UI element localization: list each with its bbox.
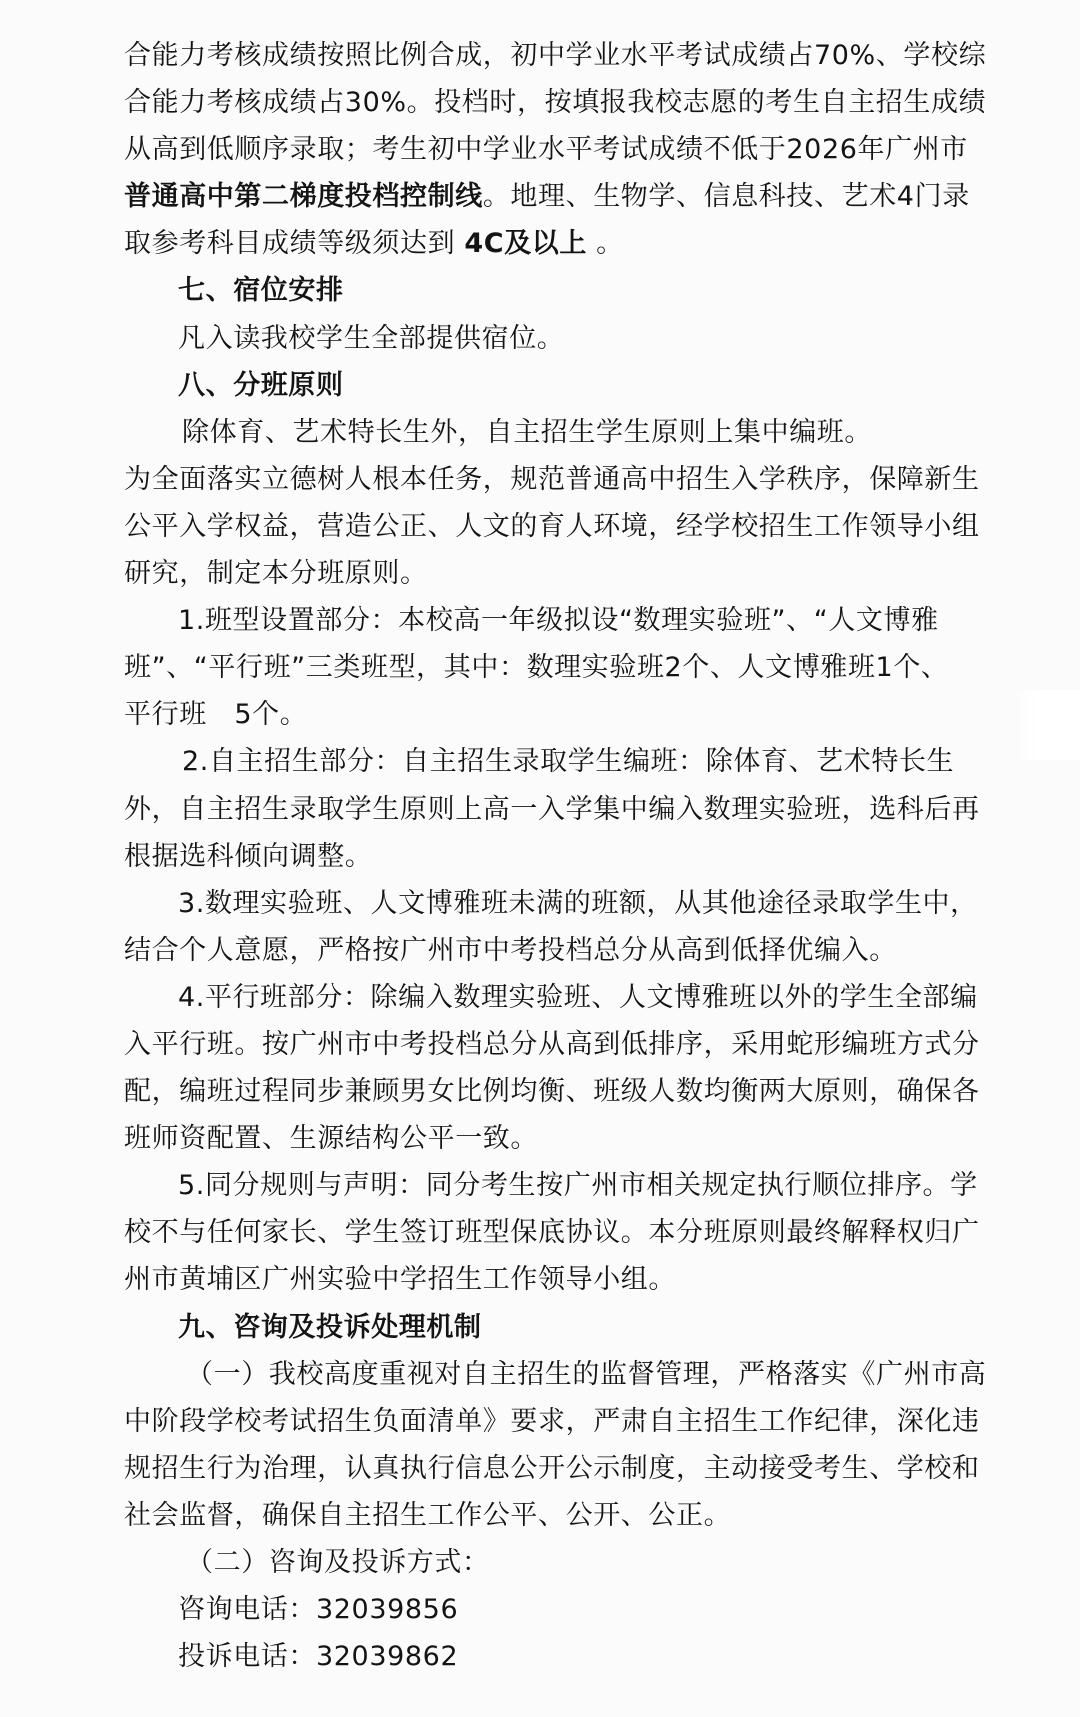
item-2-line-1: 2.自主招生部分：自主招生录取学生编班：除体育、艺术特长生 [182, 746, 955, 778]
intro-line-2: 合能力考核成绩占30%。投档时，按填报我校志愿的考生自主招生成绩 [124, 87, 987, 119]
item-2-line-3: 根据选科倾向调整。 [124, 840, 373, 872]
intro-line-3: 从高到低顺序录取；考生初中学业水平考试成绩不低于2026年广州市 [124, 134, 968, 166]
section-9-p1-line-4: 社会监督，确保自主招生工作公平、公开、公正。 [124, 1499, 732, 1531]
item-4-line-1: 4.平行班部分：除编入数理实验班、人文博雅班以外的学生全部编 [178, 981, 978, 1013]
item-3-line-2: 结合个人意愿，严格按广州市中考投档总分从高到低择优编入。 [124, 934, 897, 966]
item-1-line-1: 1.班型设置部分：本校高一年级拟设“数理实验班”、“人文博雅 [178, 605, 939, 637]
section-8-heading: 八、分班原则 [178, 369, 344, 401]
item-4-line-2: 入平行班。按广州市中考投档总分从高到低排序，采用蛇形编班方式分 [124, 1028, 980, 1060]
complaint-phone-number: 32039862 [316, 1641, 459, 1673]
item-1-line-3: 平行班 5个。 [124, 699, 308, 731]
item-1-line-2: 班”、“平行班”三类班型，其中：数理实验班2个、人文博雅班1个、 [124, 652, 949, 684]
item-4-line-4: 班师资配置、生源结构公平一致。 [124, 1123, 538, 1155]
section-8-intro-1: 除体育、艺术特长生外，自主招生学生原则上集中编班。 [182, 416, 872, 448]
intro-line-5 [124, 220, 944, 267]
scan-edge-glare [1010, 690, 1080, 760]
section-9-heading: 九、咨询及投诉处理机制 [178, 1311, 482, 1343]
section-7-heading: 七、宿位安排 [178, 275, 344, 307]
section-8-intro-2: 为全面落实立德树人根本任务，规范普通高中招生入学秩序，保障新生 [124, 463, 980, 495]
intro-line-1: 合能力考核成绩按照比例合成，初中学业水平考试成绩占70%、学校综 [124, 40, 987, 71]
section-8-intro-3: 公平入学权益，营造公正、人文的育人环境，经学校招生工作领导小组 [124, 510, 980, 542]
intro-line-5-b: 。 [587, 228, 624, 260]
consult-phone-number: 32039856 [316, 1594, 459, 1626]
consult-phone-label: 咨询电话： [178, 1594, 316, 1626]
item-5-line-1: 5.同分规则与声明：同分考生按广州市相关规定执行顺位排序。学 [178, 1170, 978, 1202]
complaint-phone-line [124, 1633, 944, 1680]
section-9-p1-line-2: 中阶段学校考试招生负面清单》要求，严肃自主招生工作纪律，深化违 [124, 1405, 980, 1437]
intro-line-4 [124, 173, 970, 220]
section-9-p2-heading: （二）咨询及投诉方式： [186, 1547, 490, 1578]
control-line-text: 普通高中第二梯度投档控制线 [124, 181, 483, 213]
section-7-body: 凡入读我校学生全部提供宿位。 [178, 322, 565, 354]
complaint-phone-label: 投诉电话： [178, 1641, 316, 1673]
consult-phone-line [124, 1586, 944, 1633]
document-body [124, 32, 987, 1680]
section-9-p1-line-1: （一）我校高度重视对自主招生的监督管理，严格落实《广州市高 [186, 1358, 987, 1390]
item-3-line-1: 3.数理实验班、人文博雅班未满的班额，从其他途径录取学生中， [178, 887, 978, 919]
item-4-line-3: 配，编班过程同步兼顾男女比例均衡、班级人数均衡两大原则，确保各 [124, 1076, 980, 1108]
section-9-p1-line-3: 规招生行为治理，认真执行信息公开公示制度，主动接受考生、学校和 [124, 1452, 980, 1484]
section-8-intro-4: 研究，制定本分班原则。 [124, 558, 428, 590]
grade-requirement: 4C及以上 [464, 228, 587, 260]
item-2-line-2: 外，自主招生录取学生原则上高一入学集中编入数理实验班，选科后再 [124, 793, 980, 825]
intro-line-4-rest: 。地理、生物学、信息科技、艺术4门录 [482, 181, 970, 213]
intro-line-5-a: 取参考科目成绩等级须达到 [124, 228, 465, 260]
item-5-line-2: 校不与任何家长、学生签订班型保底协议。本分班原则最终解释权归广 [124, 1217, 980, 1249]
item-5-line-3: 州市黄埔区广州实验中学招生工作领导小组。 [124, 1264, 676, 1296]
